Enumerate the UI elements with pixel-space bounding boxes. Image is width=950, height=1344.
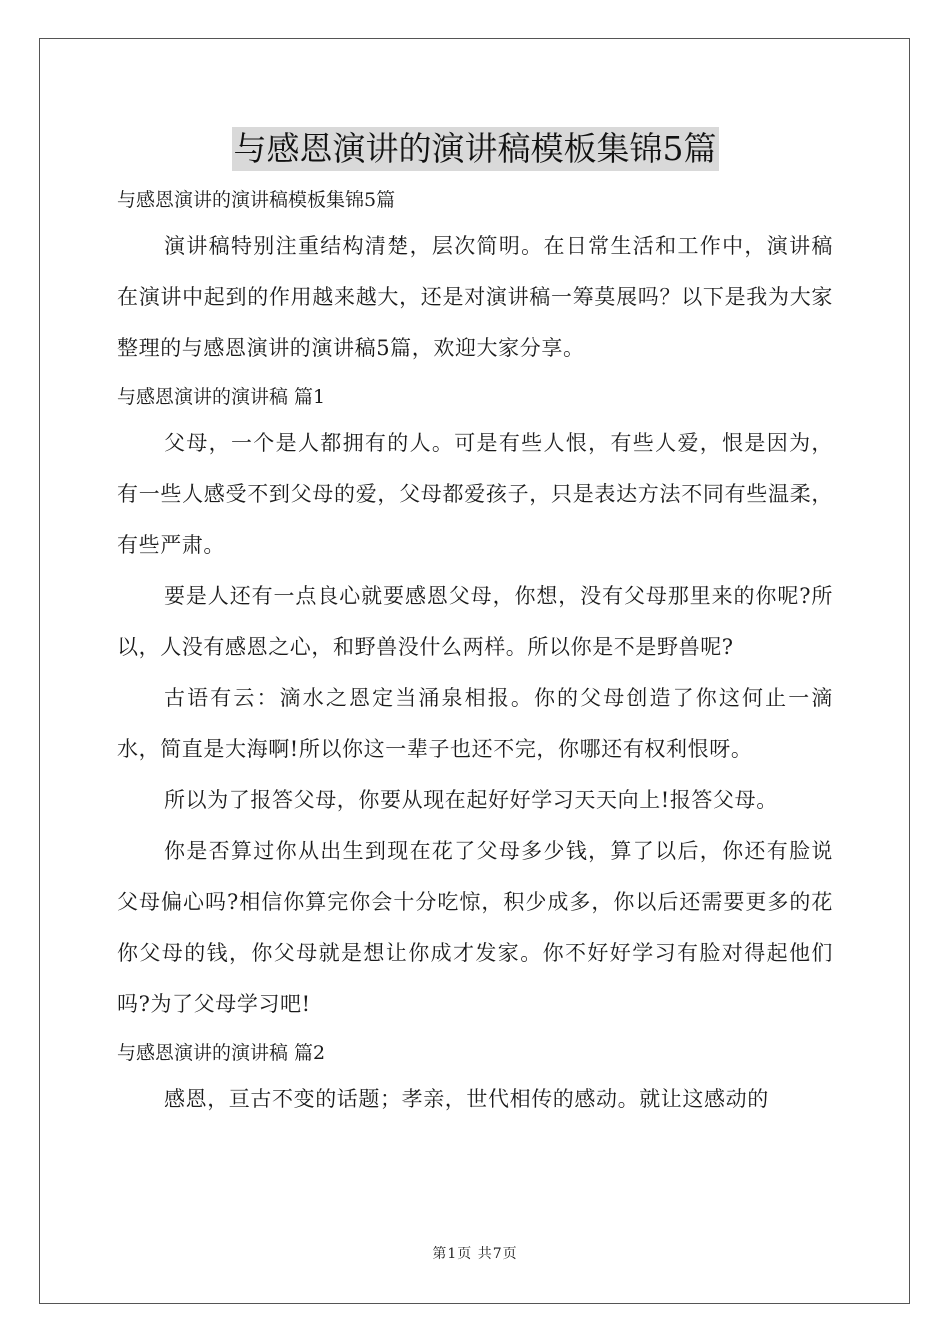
intro-paragraph: 演讲稿特别注重结构清楚，层次简明。在日常生活和工作中，演讲稿在演讲中起到的作用越来越大，还是对演讲稿一筹莫展吗？以下是我为大家整理的与感恩演讲的演讲稿5篇，欢迎大家分享。 [117,234,833,360]
paragraph: 要是人还有一点良心就要感恩父母，你想，没有父母那里来的你呢?所以，人没有感恩之心，和野兽没什么两样。所以你是不是野兽呢? [117,584,833,659]
section-heading-1: 与感恩演讲的演讲稿 篇1 [117,386,326,408]
paragraph: 你是否算过你从出生到现在花了父母多少钱，算了以后，你还有脸说父母偏心吗?相信你算完你会十分吃惊，积少成多，你以后还需要更多的花你父母的钱，你父母就是想让你成才发家。你不好好学习有脸对得起他们吗?为了父母学习吧! [117,839,833,1016]
page-footer: 第1页 共7页 [432,1246,518,1262]
section-heading-2: 与感恩演讲的演讲稿 篇2 [117,1042,326,1064]
document-body [117,127,833,1125]
paragraph: 古语有云：滴水之恩定当涌泉相报。你的父母创造了你这何止一滴水，简直是大海啊!所以你这一辈子也还不完，你哪还有权利恨呀。 [117,686,833,761]
document-title [117,127,833,171]
paragraph: 所以为了报答父母，你要从现在起好好学习天天向上!报答父母。 [164,788,778,812]
paragraph: 父母，一个是人都拥有的人。可是有些人恨，有些人爱，恨是因为，有一些人感受不到父母的爱，父母都爱孩子，只是表达方法不同有些温柔，有些严肃。 [117,431,833,557]
document-title-text: 与感恩演讲的演讲稿模板集锦5篇 [232,127,719,171]
paragraph: 感恩，亘古不变的话题；孝亲，世代相传的感动。就让这感动的 [164,1087,769,1111]
document-subtitle: 与感恩演讲的演讲稿模板集锦5篇 [117,189,396,211]
